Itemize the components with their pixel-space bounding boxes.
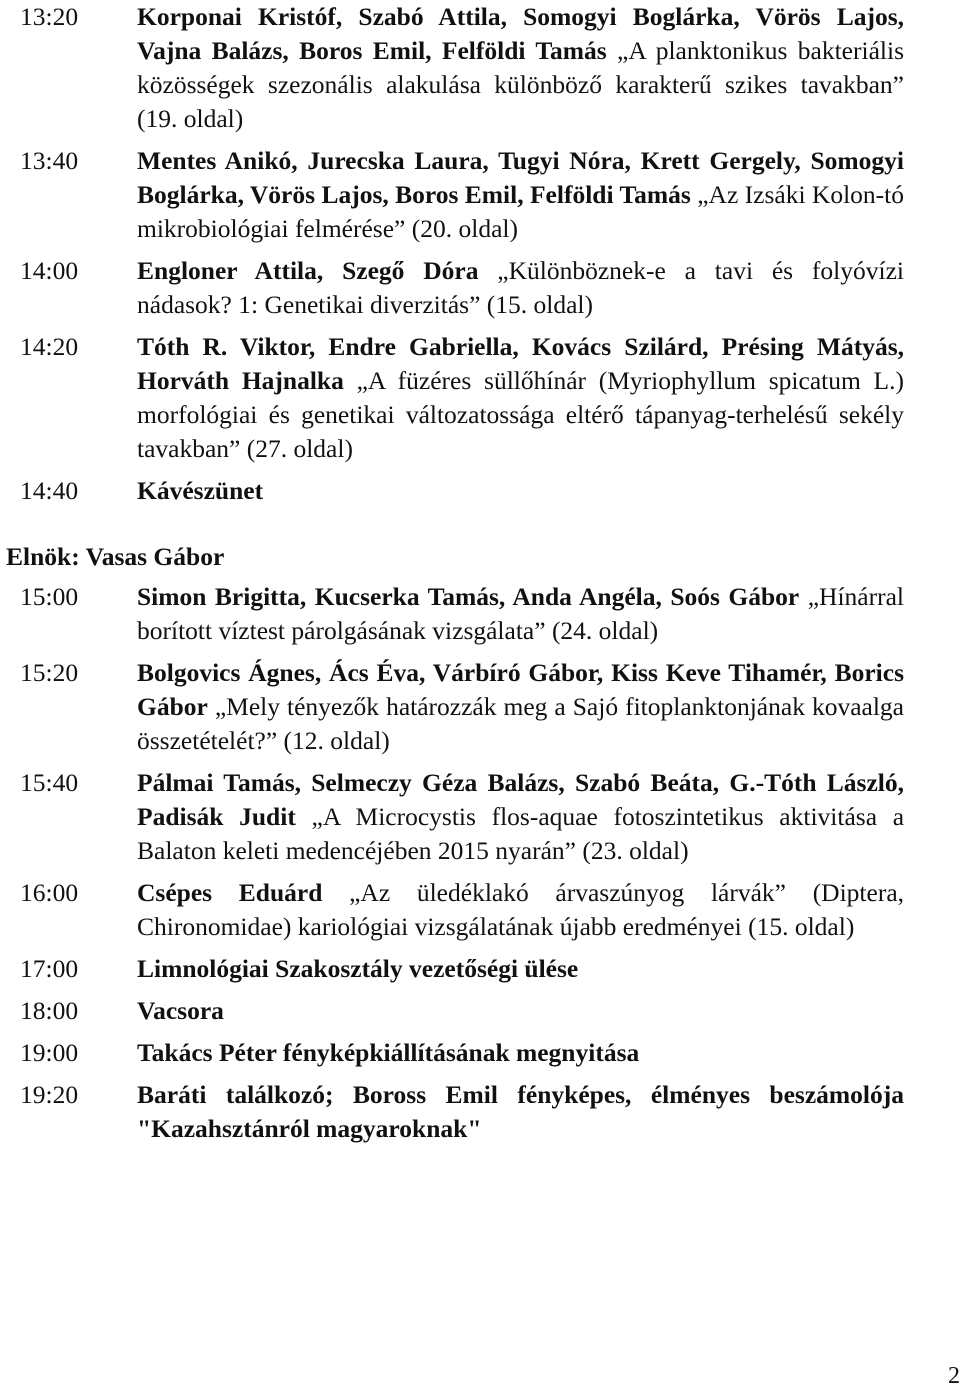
entry-content [137,580,904,648]
entry-event: Kávészünet [137,476,264,505]
entry-event: Limnológiai Szakosztály vezetőségi ülése [137,954,579,983]
program-entry [0,1078,960,1146]
entry-time: 17:00 [20,954,79,983]
program-entry [0,144,960,246]
entry-page-ref: (15. oldal) [748,912,855,941]
entry-event: Takács Péter fényképkiállításának megnyitása [137,1038,640,1067]
entry-authors: Tóth R. Viktor, Endre Gabriella, Kovács Szilárd, Présing Mátyás, Horváth Hajnalka [137,332,904,395]
program-entry [0,474,960,508]
program-entry [0,656,960,758]
page-number: 2 [948,1363,960,1389]
entry-authors: Mentes Anikó, Jurecska Laura, Tugyi Nóra, Krett Gergely, Somogyi Boglárka, Vörös Lajos, Boros Emil, Felföldi Tamás [137,146,904,209]
program-entry [0,994,960,1028]
entry-time: 15:40 [20,768,79,797]
entry-title: „Az üledéklakó árvaszúnyog lárvák” (Diptera, Chironomidae) kariológiai vizsgálatának újabb eredményei [137,878,905,941]
entry-time: 19:20 [20,1080,79,1109]
entry-authors: Korponai Kristóf, Szabó Attila, Somogyi Boglárka, Vörös Lajos, Vajna Balázs, Boros Emil, Felföldi Tamás [137,2,904,65]
chair-name: Vasas Gábor [85,542,225,571]
program-entry [0,952,960,986]
program-entry [0,876,960,944]
entry-authors: Pálmai Tamás, Selmeczy Géza Balázs, Szabó Beáta, G.-Tóth László, Padisák Judit [137,768,904,831]
entry-time: 14:00 [20,256,79,285]
entry-page-ref: (12. oldal) [283,726,390,755]
entry-content [137,656,904,758]
entry-page-ref: (23. oldal) [582,836,689,865]
entry-event: Vacsora [137,996,224,1025]
entry-content [137,254,904,322]
entry-authors: Engloner Attila, Szegő Dóra [137,256,479,285]
entry-time: 13:20 [20,2,79,31]
entry-time: 14:20 [20,332,79,361]
entry-authors: Bolgovics Ágnes, Ács Éva, Várbíró Gábor, Kiss Keve Tihamér, Borics Gábor [137,658,904,721]
entry-title: „A füzéres süllőhínár (Myriophyllum spicatum L.) morfológiai és genetikai változatossága eltérő tápanyag-terhelésű sekély tavakban” [137,366,905,463]
program-entry [0,1036,960,1070]
entry-time: 13:40 [20,146,79,175]
chair-label: Elnök: [6,542,80,571]
program-entry [0,580,960,648]
entry-time: 15:20 [20,658,79,687]
entry-content [137,330,904,466]
entry-title: „Hínárral borított víztest párolgásának vizsgálata” [137,582,904,645]
entry-time: 14:40 [20,476,79,505]
entry-title: „Mely tényezők határozzák meg a Sajó fitoplanktonjának kovaalga összetételét?” [137,692,904,755]
entry-title: „Az Izsáki Kolon-tó mikrobiológiai felmérése” [137,180,905,243]
entry-event: Baráti találkozó; Boross Emil fényképes, élményes beszámolója "Kazahsztánról magyaroknak" [137,1080,904,1143]
entry-content [137,876,904,944]
program-entry [0,254,960,322]
entry-time: 19:00 [20,1038,79,1067]
entry-authors: Csépes Eduárd [137,878,323,907]
entry-page-ref: (19. oldal) [137,104,244,133]
entry-time: 15:00 [20,582,79,611]
entry-authors: Simon Brigitta, Kucserka Tamás, Anda Angéla, Soós Gábor [137,582,800,611]
entry-title: „A planktonikus bakteriális közösségek szezonális alakulása különböző karakterű szikes tavakban” [137,36,904,99]
program-entry [0,0,960,136]
entry-page-ref: (20. oldal) [411,214,518,243]
entry-content [137,0,904,136]
entry-content [137,766,904,868]
program-entry [0,330,960,466]
entry-page-ref: (27. oldal) [246,434,353,463]
program-entry [0,766,960,868]
entry-page-ref: (24. oldal) [551,616,659,645]
entry-page-ref: (15. oldal) [486,290,594,319]
entry-time: 18:00 [20,996,79,1025]
entry-content [137,144,904,246]
entry-title: „Különböznek-e a tavi és folyóvízi nádasok? 1: Genetikai diverzitás” [137,256,904,319]
session-chair [0,540,960,574]
entry-title: „A Microcystis flos-aquae fotoszintetikus aktivitása a Balaton keleti medencéjében 2015 nyarán” [137,802,905,865]
entry-time: 16:00 [20,878,79,907]
